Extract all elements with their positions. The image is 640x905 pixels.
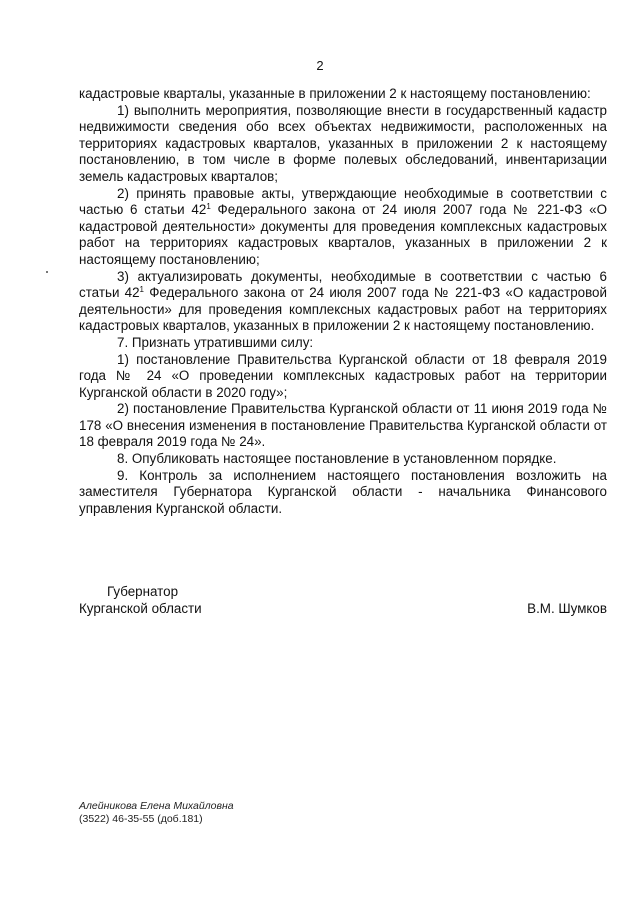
item-6-1: 1) выполнить мероприятия, позволяющие внести в государственный кадастр недвижимости сведения обо всех объектах недвижимости, расположенных на территориях кадастровых кварталов, указанных в приложении 2 к настоящему постановлению, в том числе в форме полевых обследований, инвентаризации земель кадастровых кварталов; xyxy=(79,102,607,184)
item-6-2-superscript: 1 xyxy=(206,202,211,212)
item-6-2 xyxy=(79,186,607,269)
document-body xyxy=(79,86,607,517)
item-7-1: 1) постановление Правительства Курганской области от 18 февраля 2019 года № 24 «О проведении комплексных кадастровых работ на территории Курганской области в 2020 году»; xyxy=(79,351,607,400)
item-9: 9. Контроль за исполнением настоящего постановления возложить на заместителя Губернатора Курганской области - начальника Финансового управления Курганской области. xyxy=(79,467,607,516)
signature-title xyxy=(79,583,202,617)
item-6-3 xyxy=(79,269,607,335)
contact-phone: (3522) 46-35-55 (доб.181) xyxy=(79,813,203,825)
signature-name: В.М. Шумков xyxy=(527,601,607,616)
contact-name: Алейникова Елена Михайловна xyxy=(79,800,234,812)
signature-title-line-2: Курганской области xyxy=(79,601,202,616)
contact-block xyxy=(79,800,234,826)
continuation-paragraph: кадастровые кварталы, указанные в приложении 2 к настоящему постановлению: xyxy=(79,86,591,101)
item-6-3-text-start: 3) актуализировать документы, необходимые в соответствии с частью 6 статьи 42 xyxy=(79,268,607,301)
item-6-2-text-end: Федерального закона от 24 июля 2007 года № 221-ФЗ «О кадастровой деятельности» документы для проведения комплексных кадастровых работ на территориях кадастровых кварталов, указанных в приложении 2 к настоящему постановлению; xyxy=(79,202,607,267)
item-6-2-text-start: 2) принять правовые акты, утверждающие необходимые в соответствии с частью 6 статьи 42 xyxy=(79,185,607,218)
item-6-3-text-end: Федерального закона от 24 июля 2007 года № 221-ФЗ «О кадастровой деятельности» для проведения комплексных кадастровых работ на территориях кадастровых кварталов, указанных в приложении 2 к настоящему постановлению. xyxy=(79,285,607,334)
item-7: 7. Признать утратившими силу: xyxy=(117,334,314,350)
item-8: 8. Опубликовать настоящее постановление в установленном порядке. xyxy=(117,451,557,467)
scan-dot-mark xyxy=(46,271,48,273)
page-number: 2 xyxy=(316,58,324,73)
signature-title-line-1: Губернатор xyxy=(107,584,179,599)
item-7-2: 2) постановление Правительства Курганской области от 11 июня 2019 года № 178 «О внесения изменения в постановление Правительства Курганской области от 18 февраля 2019 года № 24». xyxy=(79,401,607,450)
item-6-3-superscript: 1 xyxy=(139,285,144,295)
